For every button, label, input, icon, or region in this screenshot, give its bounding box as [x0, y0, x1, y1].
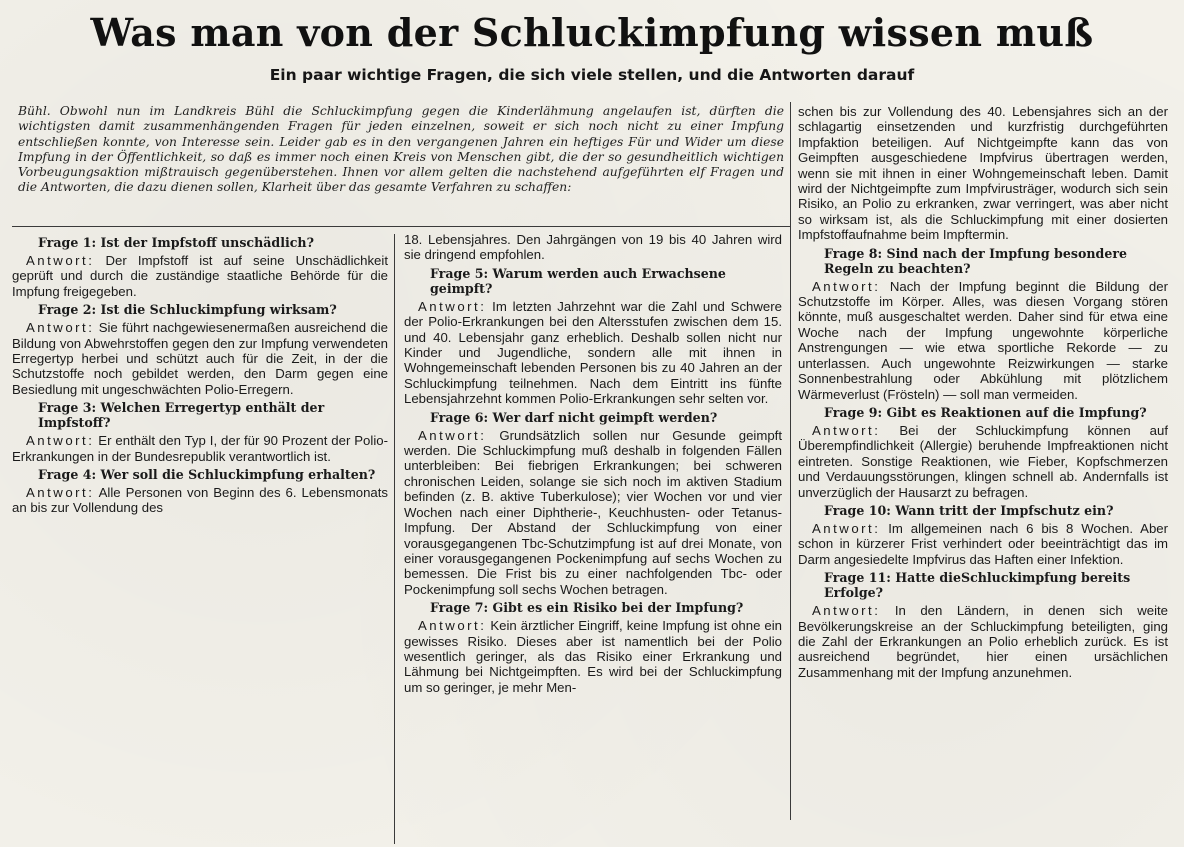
answer-1-text: Der Impfstoff ist auf seine Unschädlichkeit geprüft und durch die zuständige staatliche Behörde für die Impfung freigegeben. — [12, 253, 388, 299]
answer-3-text: Er enthält den Typ I, der für 90 Prozent der Polio-Erkrankungen in der Bundesrepublik verantwortlich ist. — [12, 433, 388, 464]
answer-7 — [404, 618, 782, 695]
answer-label: Antwort: — [26, 253, 95, 268]
question-11: Frage 11: Hatte dieSchluckimpfung bereits Erfolge? — [824, 570, 1131, 601]
intro-rule — [12, 226, 790, 227]
article-column-3 — [798, 104, 1168, 826]
question-3: Frage 3: Welchen Erregertyp enthält der Impfstoff? — [38, 400, 325, 431]
answer-label: Antwort: — [812, 603, 881, 619]
answer-10-text: Im allgemeinen nach 6 bis 8 Wochen. Aber schon in kürzerer Frist verhindert oder beeinträchtigt das im Darm angesiedelte Impfvirus das Haften einer Infektion. — [798, 520, 1168, 567]
answer-11 — [798, 603, 1168, 680]
article-column-1 — [12, 232, 388, 612]
question-2: Frage 2: Ist die Schluckimpfung wirksam? — [38, 302, 337, 318]
answer-2-text: Sie führt nachgewiesenermaßen ausreichend die Bildung von Abwehrstoffen gegen den zur Impfung verwendeten Erregertyp herbei und schützt auch für die Zeit, in der die Schutzstoffe noch gebildet werden, den Darm gegen eine Besiedlung mit ungeschwächten Polio-Erregern. — [12, 320, 388, 397]
answer-label: Antwort: — [812, 278, 881, 294]
question-8: Frage 8: Sind nach der Impfung besondere Regeln zu beachten? — [824, 245, 1127, 276]
question-1: Frage 1: Ist der Impfstoff unschädlich? — [38, 235, 314, 250]
answer-label: Antwort: — [26, 433, 95, 449]
column-rule-right — [790, 102, 791, 820]
answer-1 — [12, 253, 388, 299]
answer-3 — [12, 433, 388, 464]
answer-5-text: Im letzten Jahrzehnt war die Zahl und Schwere der Polio-Erkrankungen bei den Altersstufen zwischen dem 15. und 40. Lebensjahr ganz erheblich. Deshalb sollen nicht nur Kinder und Jugendliche, sondern alle mit ihnen in Wohngemeinschaft lebenden Personen bis zu 40 Jahren an der Schluckimpfung teilnehmen. Nach dem Eintritt ins fünfte Lebensjahrzehnt kommen Polio-Erkrankungen sehr selten vor. — [404, 298, 782, 407]
headline: Was man von der Schluckimpfung wissen muß — [90, 10, 1094, 55]
column-rule-left — [394, 234, 395, 844]
answer-8-text: Nach der Impfung beginnt die Bildung der Schutzstoffe im Körper. Alles, was diesen Vorgang stören könnte, muß ausgeschaltet werden. Daher sind für etwa eine Woche nach der Impfung ungewohnte körperliche Anstrengungen — wie etwa sportliche Rekorde — zu unterlassen. Auch ungewohnte Reizwirkungen — starke Sonnenbestrahlung oder Abkühlung mit plötzlichem Wärmeverlust (Frösteln) — soll man vermeiden. — [798, 278, 1168, 402]
answer-2 — [12, 320, 388, 397]
question-4: Frage 4: Wer soll die Schluckimpfung erhalten? — [38, 467, 376, 483]
answer-label: Antwort: — [26, 320, 95, 336]
question-6: Frage 6: Wer darf nicht geimpft werden? — [430, 409, 718, 425]
question-7: Frage 7: Gibt es ein Risiko bei der Impfung? — [430, 600, 744, 616]
answer-4-text: Alle Personen von Beginn des 6. Lebensmonats an bis zur Vollendung des — [12, 485, 388, 516]
answer-4-continued: 18. Lebensjahres. Den Jahrgängen von 19 bis 40 Jahren wird sie dringend empfohlen. — [404, 232, 782, 263]
answer-7-text: Kein ärztlicher Eingriff, keine Impfung ist ohne ein gewisses Risiko. Dieses aber ist namentlich bei der Polio wesentlich geringer, als das Risiko einer Erkrankung und Lähmung bei Nichtgeimpften. Es wird bei der Schluckimpfung um so geringer, je mehr Men- — [404, 618, 782, 695]
answer-label: Antwort: — [418, 427, 487, 443]
answer-6 — [404, 428, 782, 597]
question-10: Frage 10: Wann tritt der Impfschutz ein? — [824, 502, 1114, 518]
answer-8 — [798, 279, 1168, 402]
subheadline: Ein paar wichtige Fragen, die sich viele stellen, und die Antworten darauf — [269, 66, 915, 84]
article-column-2 — [404, 232, 782, 822]
answer-6-text: Grundsätzlich sollen nur Gesunde geimpft werden. Die Schluckimpfung muß deshalb in folgenden Fällen unterbleiben: Bei fiebrigen Erkrankungen; bei schweren chronischen Leiden, solange sie sich noch im aktiven Stadium befinden (z. B. aktive Tuberkulose); vier Wochen vor und vier Wochen nach einer Diphtherie-, Keuchhusten- oder Tetanus-Impfung. Der Abstand der Schluckimpfung von einer vorausgegangenen Tbc-Schutzimpfung ist auf drei Monate, von einer vorausgegangenen Pockenimpfung auf sechs Wochen zu bemessen. Die Frist bis zu einer nachfolgenden Tbc- oder Pockenimpfung soll sechs Wochen betragen. — [404, 427, 782, 597]
answer-label: Antwort: — [26, 485, 95, 501]
answer-7-continued: schen bis zur Vollendung des 40. Lebensjahres sich an der schlagartig einsetzenden und kurzfristig durchgeführten Impfaktion beteiligen. Auf Nichtgeimpfte kann das von Geimpften ausgeschiedene Impfvirus übertragen werden, wenn sie mit ihnen in einer Wohngemeinschaft leben. Damit wird der Nichtgeimpfte zum Impfvirusträger, wodurch sich sein Risiko, an Polio zu erkranken, zwar verringert, was aber nicht so wirksam ist, als die Schluckimpfung mit einer dosierten Impfstoffaufnahme beim Impftermin. — [798, 104, 1168, 243]
answer-9 — [798, 423, 1168, 500]
answer-11-text: In den Ländern, in denen sich weite Bevölkerungskreise an der Schluckimpfung beteiligten, ging die Zahl der Erkrankungen an Polio erheblich zurück. Es ist ausreichend begründet, hier einen ursächlichen Zusammenhang mit der Impfung anzunehmen. — [798, 603, 1168, 680]
answer-5 — [404, 299, 782, 407]
answer-label: Antwort: — [812, 520, 881, 536]
intro-paragraph: Bühl. Obwohl nun im Landkreis Bühl die Schluckimpfung gegen die Kinderlähmung angelaufen ist, dürften die wichtigsten damit zusammenhängenden Fragen für jeden einzelnen, soweit er sich noch nicht zu einer Impfung entschließen konnte, von Interesse sein. Leider gab es in den vergangenen Jahren ein heftiges Für und Wider um diese Impfung in der Öffentlichkeit, so daß es immer noch einen Kreis von Menschen gibt, die der so gesundheitlich wichtigen Vorbeugungsaktion mißtrauisch gegenüberstehen. Ihnen vor allem gelten die nachstehend aufgeführten elf Fragen und die Antworten, die dazu dienen sollen, Klarheit über das gesamte Verfahren zu schaffen: — [18, 104, 784, 195]
question-5: Frage 5: Warum werden auch Erwachsene geimpft? — [430, 265, 726, 296]
answer-9-text: Bei der Schluckimpfung können auf Überempfindlichkeit (Allergie) beruhende Impfreaktionen nicht eintreten. Sonstige Reaktionen, wie Fieber, Kopfschmerzen und Verdauungsstörungen, klingen schnell ab. Andernfalls ist unverzüglich der Hausarzt zu befragen. — [798, 422, 1168, 500]
question-9: Frage 9: Gibt es Reaktionen auf die Impfung? — [824, 404, 1147, 420]
answer-label: Antwort: — [418, 618, 487, 634]
answer-label: Antwort: — [812, 422, 881, 438]
answer-4 — [12, 485, 388, 516]
answer-10 — [798, 521, 1168, 567]
answer-label: Antwort: — [418, 298, 487, 314]
